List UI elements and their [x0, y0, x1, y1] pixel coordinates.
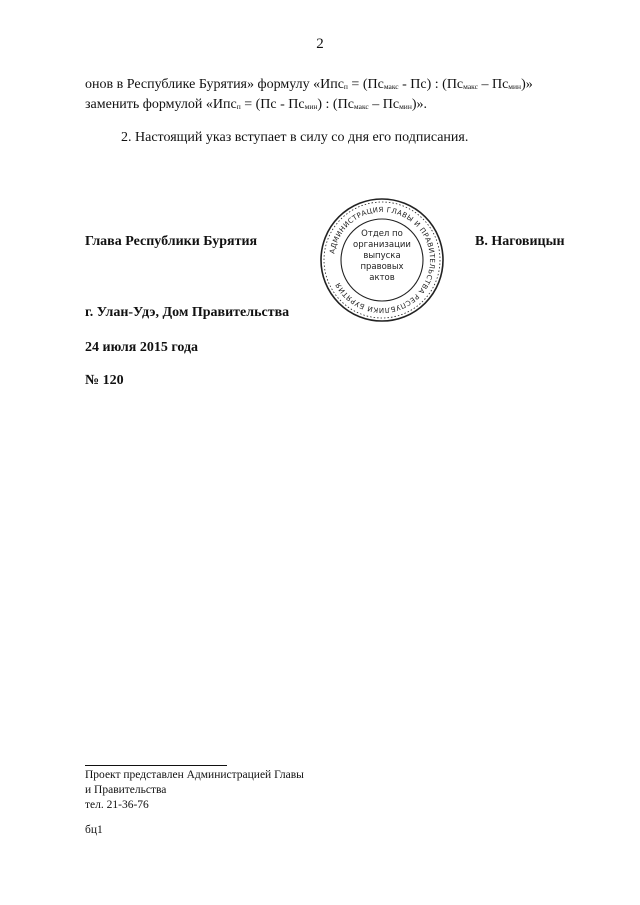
formula-paragraph-line-2: заменить формулой «$Ипс_п = (Пс - Пс_{мин})$ : $(Пс_{макс} - Пс_{мин})$».	[85, 97, 428, 112]
stamp-ring-text: АДМИНИСТРАЦИЯ ГЛАВЫ И ПРАВИТЕЛЬСТВА РЕСПУБЛИКИ БУРЯТИЯ	[328, 205, 437, 315]
page-number: 2	[316, 36, 324, 52]
signing-date: 24 июля 2015 года	[85, 340, 199, 355]
footnote-line-1: Проект представлен Администрацией Главы	[85, 769, 304, 781]
footnote-code: бц1	[85, 824, 103, 836]
effective-date-paragraph: 2. Настоящий указ вступает в силу со дня его подписания.	[121, 130, 469, 145]
stamp-line-4: правовых	[360, 262, 404, 272]
stamp-line-1: Отдел по	[361, 229, 403, 239]
footnote-line-2: и Правительства	[85, 784, 167, 796]
official-stamp	[318, 196, 446, 324]
signatory-name: В. Наговицын	[475, 234, 565, 249]
stamp-line-2: организации	[353, 240, 411, 250]
decree-number: № 120	[85, 373, 124, 388]
signing-place: г. Улан-Удэ, Дом Правительства	[85, 305, 290, 320]
stamp-line-3: выпуска	[363, 251, 401, 261]
footnote-phone: тел. 21-36-76	[85, 799, 149, 811]
formula-paragraph-line-1: онов в Республике Бурятия» формулу «$Ипс_п = (Пс_{макс} - Пс)$ : $(Пс_{макс} - Пс_{мин})$»	[85, 77, 533, 92]
signatory-title: Глава Республики Бурятия	[85, 234, 258, 249]
stamp-line-5: актов	[369, 273, 395, 283]
footnote-divider	[85, 765, 227, 766]
